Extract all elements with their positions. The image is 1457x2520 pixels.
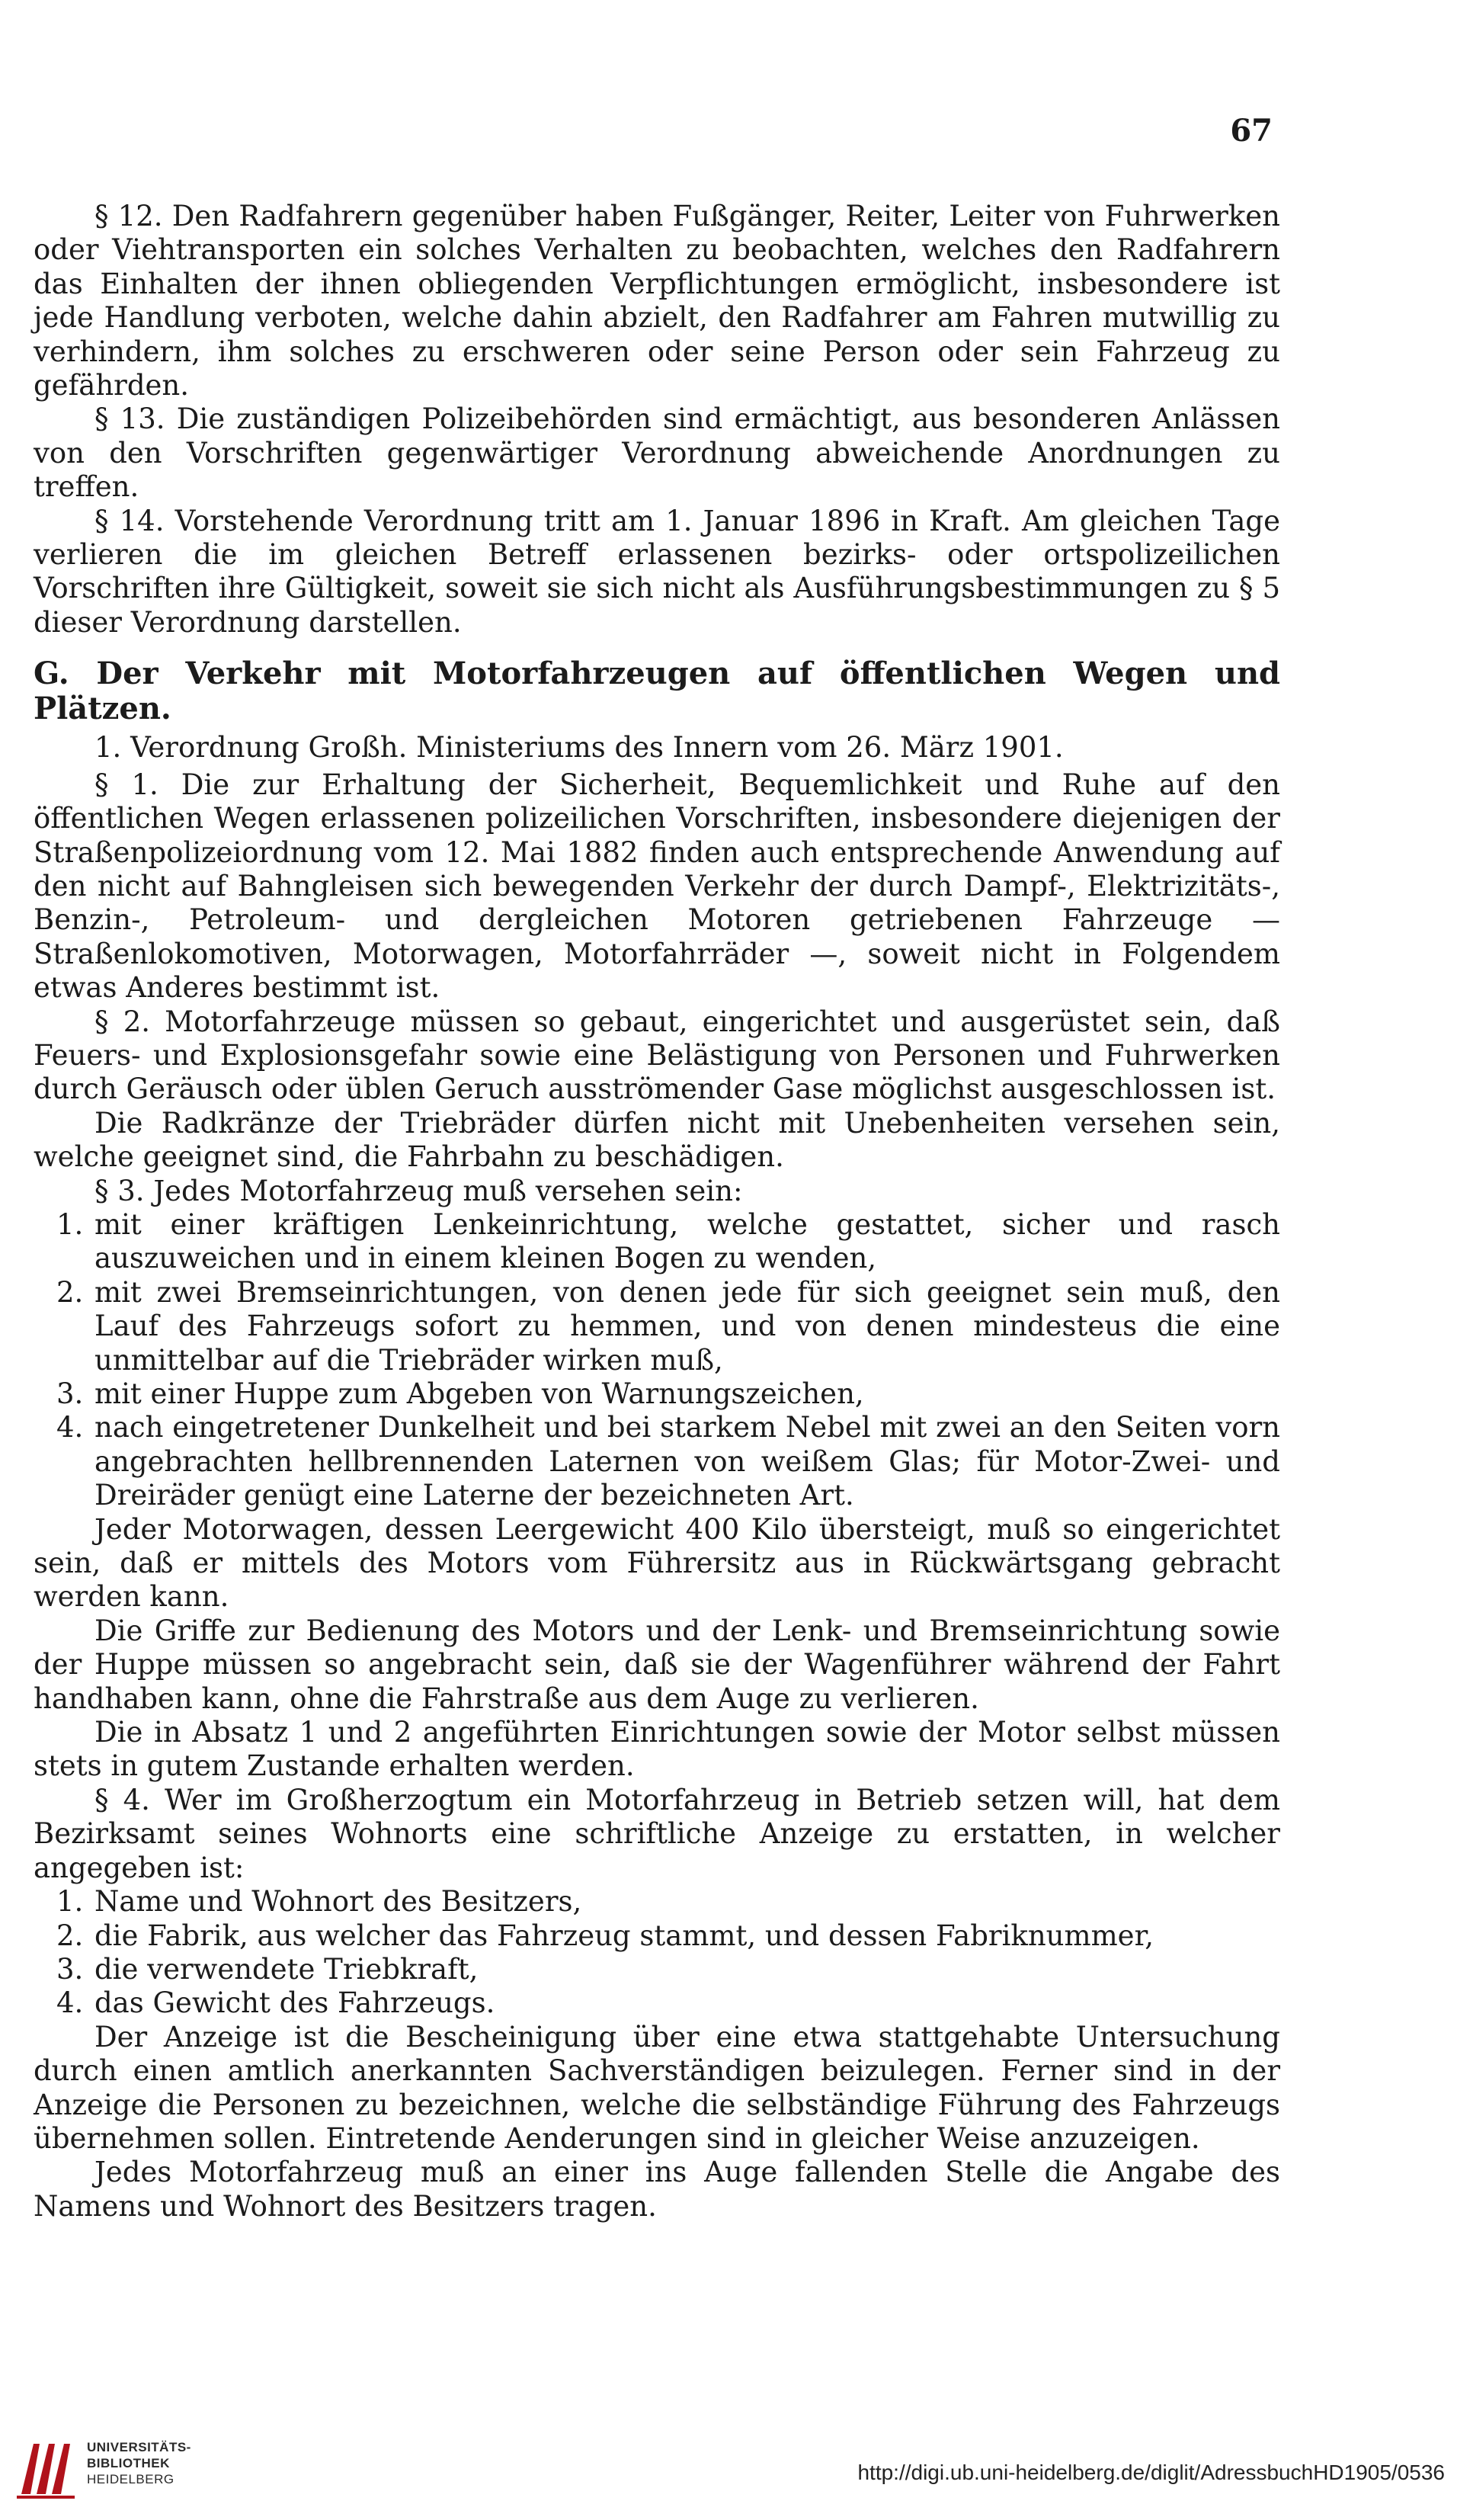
list-number: 1. <box>56 1885 84 1919</box>
paragraph-s3-intro: § 3. Jedes Motorfahrzeug muß versehen sein: <box>94 1174 743 1207</box>
logo-line: UNIVERSITÄTS- <box>87 2440 191 2454</box>
list-text: mit einer Huppe zum Abgeben von Warnungszeichen, <box>94 1377 864 1410</box>
list-item <box>34 1208 1280 1276</box>
list-number: 1. <box>56 1207 84 1241</box>
section-heading <box>34 656 1280 726</box>
paragraph-s4-intro: § 4. Wer im Großherzogtum ein Motorfahrzeug in Betrieb setzen will, hat dem Bezirksamt seines Wohnorts eine schriftliche Anzeige zu erstatten, in welcher angegeben ist: <box>34 1783 1280 1884</box>
library-logo-text <box>87 2439 191 2487</box>
page-number: 67 <box>1230 113 1273 149</box>
section-title: Der Verkehr mit Motorfahrzeugen auf öffentlichen Wegen und Plätzen. <box>34 656 1280 727</box>
paragraph-s4-certificate: Der Anzeige ist die Bescheinigung über eine etwa stattgehabte Untersuchung durch einen amtlich anerkannten Sachverständigen beizulegen. Ferner sind in der Anzeige die Personen zu bezeichnen, welche die selbständige Führung des Fahrzeugs übernehmen sollen. Eintretende Aenderungen sind in gleicher Weise anzuzeigen. <box>34 2020 1280 2155</box>
logo-line: HEIDELBERG <box>87 2472 175 2486</box>
paragraph-s2: § 2. Motorfahrzeuge müssen so gebaut, eingerichtet und ausgerüstet sein, daß Feuers- und Explosionsgefahr sowie eine Belästigung von Personen und Fuhrwerken durch Geräusch oder üblen Geruch ausströmender Gase möglichst ausgeschlossen ist. <box>34 1005 1280 1106</box>
list-text: das Gewicht des Fahrzeugs. <box>94 1986 495 2020</box>
library-logo <box>14 2433 204 2502</box>
list-item <box>34 1276 1280 1377</box>
section-prefix: G. <box>34 656 69 692</box>
list-text: mit einer kräftigen Lenkeinrichtung, welche gestattet, sicher und rasch auszuweichen und in einem kleinen Bogen zu wenden, <box>94 1207 1280 1275</box>
list-item <box>34 1986 1280 2020</box>
list-item <box>34 1953 1280 1986</box>
paragraph-s2-wheels: Die Radkränze der Triebräder dürfen nicht mit Unebenheiten versehen sein, welche geeignet sind, die Fahrbahn zu beschädigen. <box>34 1106 1280 1174</box>
list-item <box>34 1411 1280 1512</box>
paragraph-s3-reverse: Jeder Motorwagen, dessen Leergewicht 400 Kilo übersteigt, muß so eingerichtet sein, daß er mittels des Motors vom Führersitz aus in Rückwärtsgang gebracht werden kann. <box>34 1512 1280 1614</box>
list-number: 3. <box>56 1377 84 1410</box>
list-s4 <box>34 1885 1280 2021</box>
paragraph-s1: § 1. Die zur Erhaltung der Sicherheit, Bequemlichkeit und Ruhe auf den öffentlichen Wegen erlassenen polizeilichen Vorschriften, insbesondere diejenigen der Straßenpolizeiordnung vom 12. Mai 1882 finden auch entsprechende Anwendung auf den nicht auf Bahngleisen sich bewegenden Verkehr der durch Dampf-, Elektrizitäts-, Benzin-, Petroleum- und dergleichen Motoren getriebenen Fahrzeuge — Straßenlokomotiven, Motorwagen, Motorfahrräder —, soweit nicht in Folgendem etwas Anderes bestimmt ist. <box>34 768 1280 1005</box>
footer <box>0 2416 1457 2520</box>
logo-line: BIBLIOTHEK <box>87 2456 170 2470</box>
paragraph-s12: § 12. Den Radfahrern gegenüber haben Fußgänger, Reiter, Leiter von Fuhrwerken oder Viehtransporten ein solches Verhalten zu beobachten, welches den Radfahrern das Einhalten der ihnen obliegenden Verpflichtungen ermöglicht, insbesondere ist jede Handlung verboten, welche dahin abzielt, den Radfahrer am Fahren mutwillig zu verhindern, ihm solches zu erschweren oder seine Person oder sein Fahrzeug zu gefährden. <box>34 200 1280 402</box>
decree-title: 1. Verordnung Großh. Ministeriums des Innern vom 26. März 1901. <box>94 731 1064 765</box>
paragraph-s3-maintenance: Die in Absatz 1 und 2 angeführten Einrichtungen sowie der Motor selbst müssen stets in gutem Zustande erhalten werden. <box>34 1716 1280 1783</box>
source-url-link[interactable]: http://digi.ub.uni-heidelberg.de/diglit/AdressbuchHD1905/0536 <box>857 2461 1445 2484</box>
list-number: 2. <box>56 1275 84 1309</box>
list-item <box>34 1377 1280 1411</box>
paragraph-s13: § 13. Die zuständigen Polizeibehörden sind ermächtigt, aus besonderen Anlässen von den Vorschriften gegenwärtiger Verordnung abweichende Anordnungen zu treffen. <box>34 402 1280 504</box>
document-body <box>34 200 1280 2223</box>
list-text: mit zwei Bremseinrichtungen, von denen jede für sich geeignet sein muß, den Lauf des Fahrzeugs sofort zu hemmen, und von denen mindesteus die eine unmittelbar auf die Triebräder wirken muß, <box>94 1275 1280 1377</box>
list-number: 2. <box>56 1919 84 1952</box>
list-number: 4. <box>56 1986 84 2020</box>
list-text: Name und Wohnort des Besitzers, <box>94 1885 582 1919</box>
list-text: die verwendete Triebkraft, <box>94 1952 479 1986</box>
library-logo-icon <box>14 2433 78 2502</box>
list-number: 3. <box>56 1952 84 1986</box>
paragraph-s3-controls: Die Griffe zur Bedienung des Motors und der Lenk- und Bremseinrichtung sowie der Huppe müssen so angebracht sein, daß sie der Wagenführer während der Fahrt handhaben kann, ohne die Fahrstraße aus dem Auge zu verlieren. <box>34 1614 1280 1715</box>
list-number: 4. <box>56 1411 84 1444</box>
list-s3 <box>34 1208 1280 1513</box>
paragraph-s14: § 14. Vorstehende Verordnung tritt am 1. Januar 1896 in Kraft. Am gleichen Tage verlieren die im gleichen Betreff erlassenen bezirks- oder ortspolizeilichen Vorschriften ihre Gültigkeit, soweit sie sich nicht als Ausführungsbestimmungen zu § 5 dieser Verordnung darstellen. <box>34 504 1280 639</box>
list-text: die Fabrik, aus welcher das Fahrzeug stammt, und dessen Fabriknummer, <box>94 1919 1154 1952</box>
list-text: nach eingetretener Dunkelheit und bei starkem Nebel mit zwei an den Seiten vorn angebrachten hellbrennenden Laternen von weißem Glas; für Motor-Zwei- und Dreiräder genügt eine Laterne der bezeichneten Art. <box>94 1411 1280 1512</box>
list-item <box>34 1885 1280 1919</box>
list-item <box>34 1919 1280 1953</box>
paragraph-s4-nameplate: Jedes Motorfahrzeug muß an einer ins Auge fallenden Stelle die Angabe des Namens und Wohnort des Besitzers tragen. <box>34 2156 1280 2223</box>
